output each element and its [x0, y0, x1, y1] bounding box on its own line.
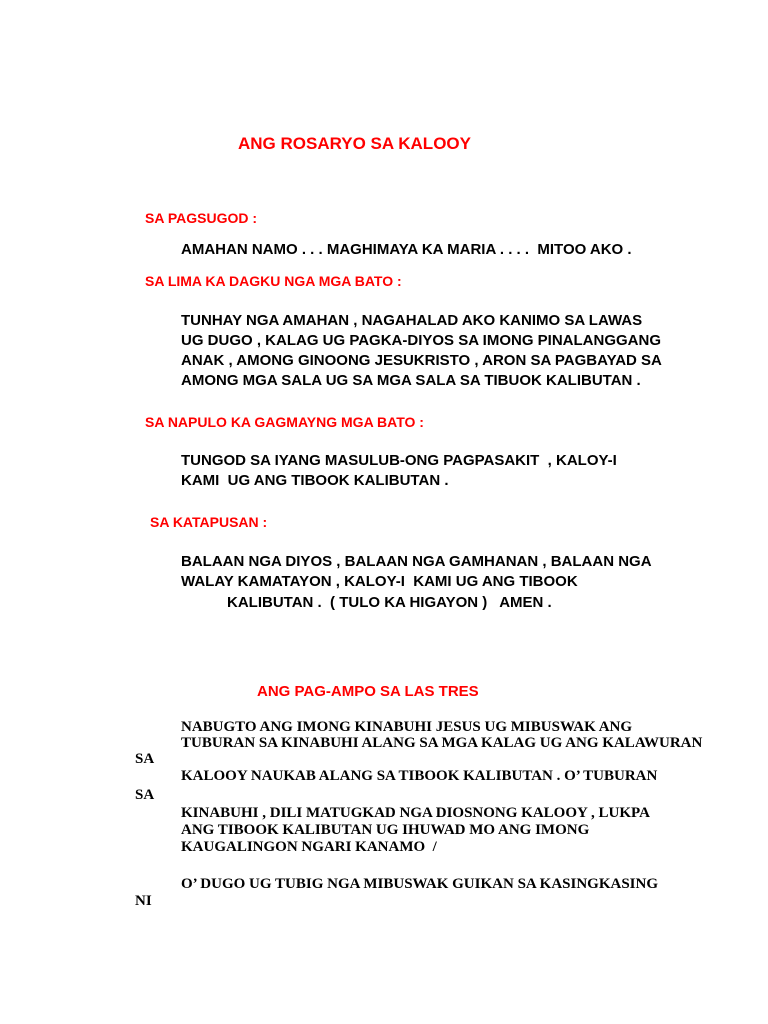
- section-heading-pagsugod: SA PAGSUGOD :: [145, 210, 258, 226]
- prayer-line: NABUGTO ANG IMONG KINABUHI JESUS UG MIBUSWAK ANG: [181, 719, 633, 735]
- prayer-line: KINABUHI , DILI MATUGKAD NGA DIOSNONG KALOOY , LUKPA: [181, 805, 650, 821]
- section-line-lima: UG DUGO , KALAG UG PAGKA-DIYOS SA IMONG PINALANGGANG: [181, 332, 662, 349]
- section-line-katapusan: WALAY KAMATAYON , KALOY-I KAMI UG ANG TIBOOK: [181, 573, 578, 590]
- section-line-napulo: TUNGOD SA IYANG MASULUB-ONG PAGPASAKIT , KALOY-I: [181, 452, 617, 469]
- prayer-line: TUBURAN SA KINABUHI ALANG SA MGA KALAG UG ANG KALAWURAN: [181, 735, 703, 751]
- section-text-pagsugod: AMAHAN NAMO . . . MAGHIMAYA KA MARIA . . . . MITOO AKO .: [181, 241, 632, 258]
- section-heading-katapusan: SA KATAPUSAN :: [150, 514, 268, 530]
- document-title: ANG ROSARYO SA KALOOY: [238, 134, 471, 153]
- prayer-line: KAUGALINGON NGARI KANAMO /: [181, 839, 437, 855]
- section-line-katapusan: KALIBUTAN . ( TULO KA HIGAYON ) AMEN .: [227, 594, 552, 611]
- section-line-lima: TUNHAY NGA AMAHAN , NAGAHALAD AKO KANIMO SA LAWAS: [181, 312, 643, 329]
- section-line-lima: AMONG MGA SALA UG SA MGA SALA SA TIBUOK KALIBUTAN .: [181, 372, 641, 389]
- prayer-line: ANG TIBOOK KALIBUTAN UG IHUWAD MO ANG IMONG: [181, 822, 590, 838]
- section-heading-lima: SA LIMA KA DAGKU NGA MGA BATO :: [145, 273, 402, 289]
- prayer-line: KALOOY NAUKAB ALANG SA TIBOOK KALIBUTAN . O’ TUBURAN: [181, 768, 658, 784]
- prayer-title: ANG PAG-AMPO SA LAS TRES: [257, 683, 479, 700]
- section-line-lima: ANAK , AMONG GINOONG JESUKRISTO , ARON SA PAGBAYAD SA: [181, 352, 662, 369]
- prayer-line: SA: [135, 787, 155, 803]
- prayer-line: SA: [135, 751, 155, 767]
- prayer-line: NI: [135, 893, 152, 909]
- section-line-katapusan: BALAAN NGA DIYOS , BALAAN NGA GAMHANAN , BALAAN NGA: [181, 553, 652, 570]
- section-line-napulo: KAMI UG ANG TIBOOK KALIBUTAN .: [181, 472, 449, 489]
- section-heading-napulo: SA NAPULO KA GAGMAYNG MGA BATO :: [145, 414, 424, 430]
- prayer-line: O’ DUGO UG TUBIG NGA MIBUSWAK GUIKAN SA KASINGKASING: [181, 876, 659, 892]
